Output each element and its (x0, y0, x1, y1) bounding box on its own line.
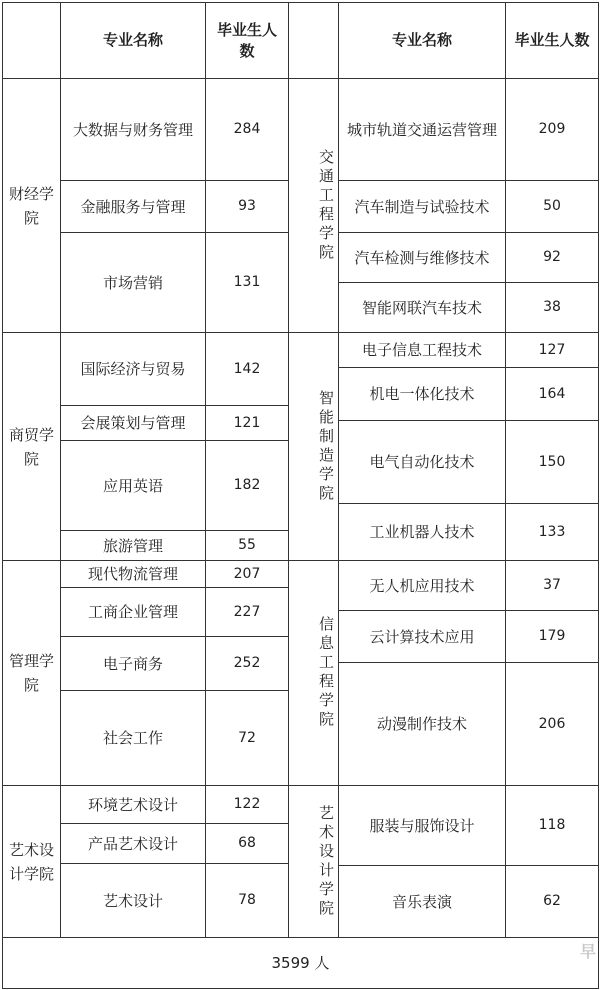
header-count-left: 毕业生人数 (205, 2, 289, 79)
major-name-cell: 无人机应用技术 (338, 560, 506, 611)
header-major-left: 专业名称 (60, 2, 206, 79)
graduate-count-cell: 55 (205, 530, 289, 561)
graduate-count-cell: 37 (505, 560, 599, 611)
header-college-right (288, 2, 339, 79)
graduate-count-cell: 131 (205, 232, 289, 333)
graduate-count-cell: 206 (505, 662, 599, 786)
major-name-cell: 环境艺术设计 (60, 785, 206, 824)
college-cell-right: 智能制造学院 (288, 332, 339, 561)
graduate-count-cell: 78 (205, 863, 289, 938)
graduate-count-cell: 227 (205, 587, 289, 637)
graduate-count-cell: 92 (505, 232, 599, 283)
major-name-cell: 工业机器人技术 (338, 503, 506, 561)
college-cell-right: 交通工程学院 (288, 78, 339, 333)
major-name-cell: 现代物流管理 (60, 560, 206, 588)
college-cell-left: 财经学院 (2, 78, 61, 333)
major-name-cell: 电气自动化技术 (338, 420, 506, 504)
major-name-cell: 城市轨道交通运营管理 (338, 78, 506, 181)
major-name-cell: 旅游管理 (60, 530, 206, 561)
graduate-count-cell: 252 (205, 636, 289, 691)
graduate-count-cell: 93 (205, 180, 289, 233)
graduate-count-cell: 182 (205, 440, 289, 531)
header-major-right: 专业名称 (338, 2, 506, 79)
major-name-cell: 国际经济与贸易 (60, 332, 206, 406)
major-name-cell: 电子商务 (60, 636, 206, 691)
college-cell-left: 管理学院 (2, 560, 61, 786)
major-name-cell: 智能网联汽车技术 (338, 282, 506, 333)
major-name-cell: 云计算技术应用 (338, 610, 506, 663)
college-cell-right: 艺术设计学院 (288, 785, 339, 938)
graduate-count-cell: 118 (505, 785, 599, 866)
major-name-cell: 音乐表演 (338, 865, 506, 938)
major-name-cell: 电子信息工程技术 (338, 332, 506, 368)
header-college-left (2, 2, 61, 79)
graduate-count-cell: 179 (505, 610, 599, 663)
graduate-count-cell: 142 (205, 332, 289, 406)
header-count-right: 毕业生人数 (505, 2, 599, 79)
total-cell: 3599 人 (2, 937, 599, 989)
college-cell-left: 商贸学院 (2, 332, 61, 561)
major-name-cell: 艺术设计 (60, 863, 206, 938)
major-name-cell: 应用英语 (60, 440, 206, 531)
major-name-cell: 汽车制造与试验技术 (338, 180, 506, 233)
major-name-cell: 机电一体化技术 (338, 367, 506, 421)
major-name-cell: 工商企业管理 (60, 587, 206, 637)
major-name-cell: 市场营销 (60, 232, 206, 333)
major-name-cell: 产品艺术设计 (60, 823, 206, 864)
graduate-count-cell: 62 (505, 865, 599, 938)
graduate-count-cell: 133 (505, 503, 599, 561)
college-cell-right: 信息工程学院 (288, 560, 339, 786)
graduate-count-cell: 122 (205, 785, 289, 824)
major-name-cell: 大数据与财务管理 (60, 78, 206, 181)
graduate-count-cell: 284 (205, 78, 289, 181)
major-name-cell: 汽车检测与维修技术 (338, 232, 506, 283)
major-name-cell: 动漫制作技术 (338, 662, 506, 786)
graduate-count-cell: 38 (505, 282, 599, 333)
watermark: 早 (579, 942, 596, 961)
college-cell-left: 艺术设计学院 (2, 785, 61, 938)
graduate-count-cell: 209 (505, 78, 599, 181)
major-name-cell: 金融服务与管理 (60, 180, 206, 233)
graduate-count-cell: 164 (505, 367, 599, 421)
graduate-count-cell: 72 (205, 690, 289, 786)
graduate-count-cell: 50 (505, 180, 599, 233)
major-name-cell: 服装与服饰设计 (338, 785, 506, 866)
graduate-count-cell: 150 (505, 420, 599, 504)
graduate-count-cell: 68 (205, 823, 289, 864)
graduate-count-cell: 207 (205, 560, 289, 588)
graduate-count-cell: 127 (505, 332, 599, 368)
major-name-cell: 会展策划与管理 (60, 405, 206, 441)
graduate-count-cell: 121 (205, 405, 289, 441)
major-name-cell: 社会工作 (60, 690, 206, 786)
